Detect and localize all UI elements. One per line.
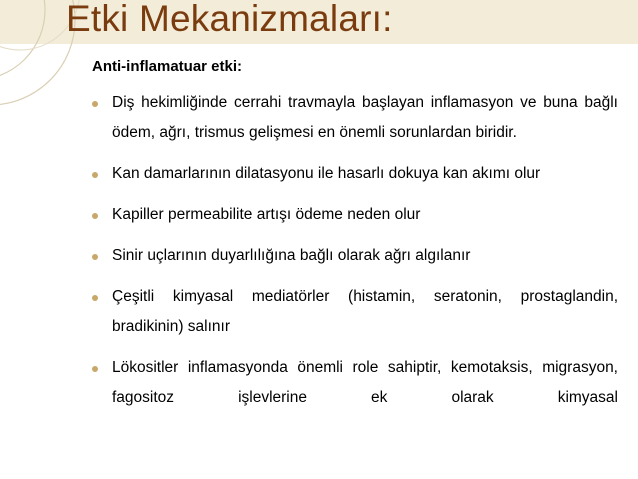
- bullet-list: [92, 88, 618, 424]
- section-subheading: Anti-inflamatuar etki:: [92, 58, 243, 75]
- bullet-marker-icon: [92, 172, 98, 178]
- bullet-marker-icon: [92, 213, 98, 219]
- bullet-text: Kan damarlarının dilatasyonu ile hasarlı dokuya kan akımı olur: [112, 165, 541, 182]
- list-item: [92, 241, 618, 271]
- bullet-marker-icon: [92, 295, 98, 301]
- bullet-text: Kapiller permeabilite artışı ödeme neden olur: [112, 206, 421, 223]
- bullet-text: Diş hekimliğinde cerrahi travmayla başlayan inflamasyon ve buna bağlı ödem, ağrı, trismus gelişmesi en önemli sorunlardan biridir.: [112, 94, 618, 141]
- bullet-text: Sinir uçlarının duyarlılığına bağlı olarak ağrı algılanır: [112, 247, 471, 264]
- list-item: [92, 282, 618, 342]
- bullet-text: Lökositler inflamasyonda önemli role sahiptir, kemotaksis, migrasyon, fagositoz işlevlerine ek olarak kimyasal: [112, 359, 618, 406]
- list-item: [92, 200, 618, 230]
- bullet-text: Çeşitli kimyasal mediatörler (histamin, seratonin, prostaglandin, bradikinin) salınır: [112, 288, 618, 335]
- list-item: [92, 159, 618, 189]
- bullet-marker-icon: [92, 366, 98, 372]
- bullet-marker-icon: [92, 101, 98, 107]
- list-item: [92, 353, 618, 413]
- bullet-marker-icon: [92, 254, 98, 260]
- slide-title: Etki Mekanizmaları:: [66, 0, 393, 39]
- list-item: [92, 88, 618, 148]
